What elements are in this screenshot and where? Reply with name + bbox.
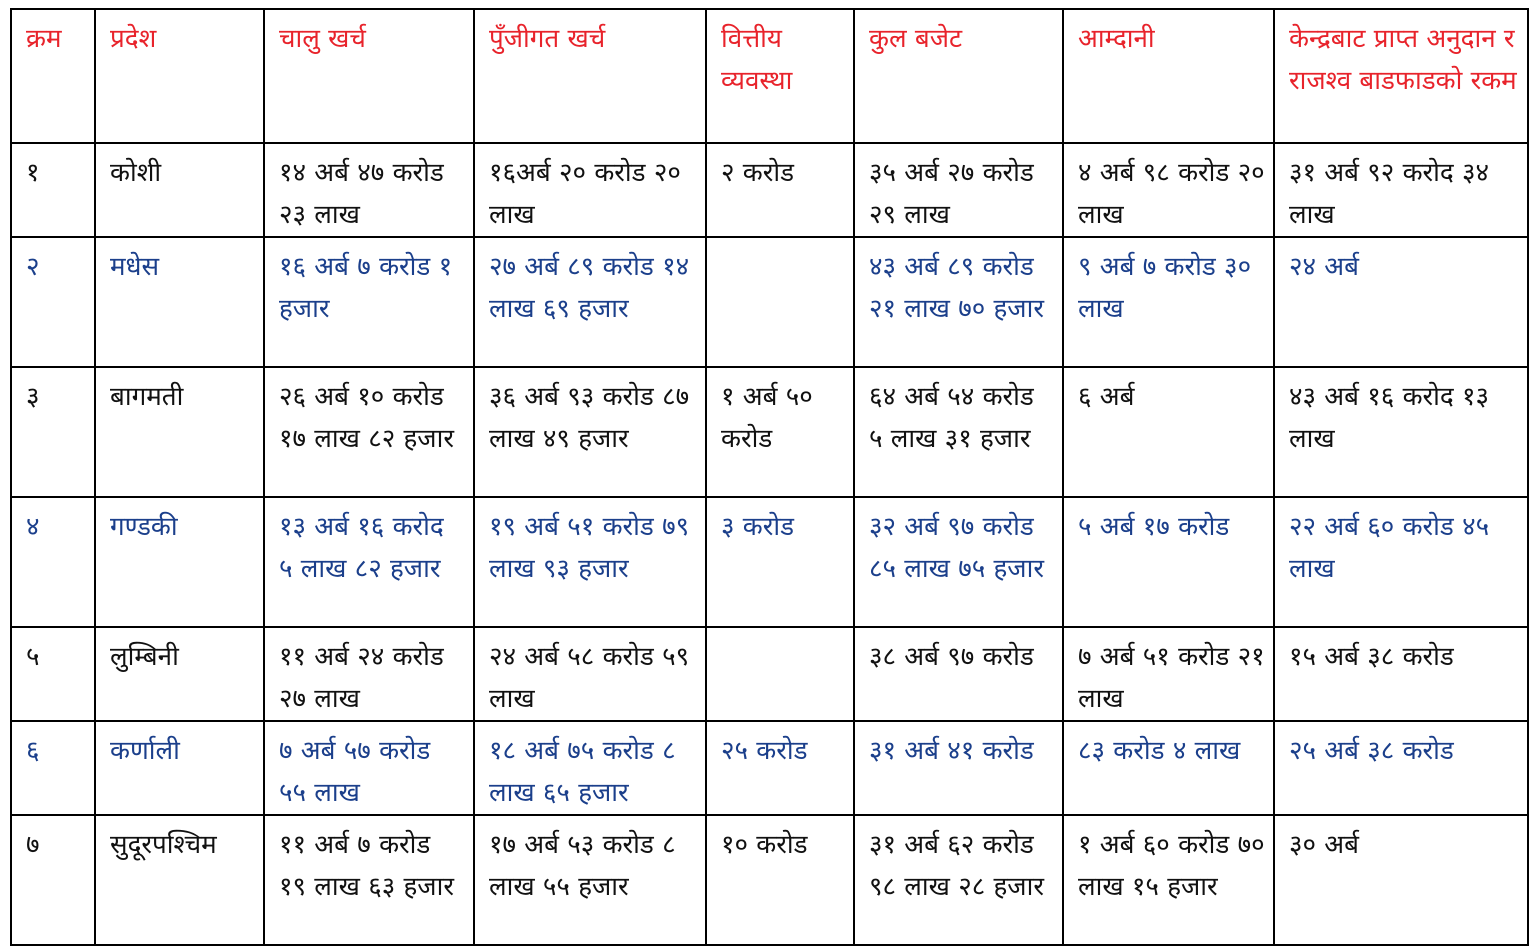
cell-current-expense: ११ अर्ब ७ करोड १९ लाख ६३ हजार <box>264 815 474 945</box>
cell-central-grant: १५ अर्ब ३८ करोड <box>1274 627 1528 721</box>
cell-revenue: ९ अर्ब ७ करोड ३० लाख <box>1063 237 1274 367</box>
cell-province: कोशी <box>95 143 264 237</box>
cell-serial: ६ <box>11 721 95 815</box>
cell-total-budget: ३८ अर्ब ९७ करोड <box>854 627 1063 721</box>
cell-revenue: ७ अर्ब ५१ करोड २१ लाख <box>1063 627 1274 721</box>
table-header-row <box>11 9 1528 143</box>
cell-capital-expense: १९ अर्ब ५१ करोड ७९ लाख ९३ हजार <box>474 497 706 627</box>
cell-central-grant: ४३ अर्ब १६ करोद १३ लाख <box>1274 367 1528 497</box>
cell-province: गण्डकी <box>95 497 264 627</box>
table-row <box>11 237 1528 367</box>
cell-financial-arrangement: १ अर्ब ५० करोड <box>706 367 854 497</box>
header-cell-province: प्रदेश <box>95 9 264 143</box>
cell-central-grant: २५ अर्ब ३८ करोड <box>1274 721 1528 815</box>
cell-serial: ४ <box>11 497 95 627</box>
cell-serial: २ <box>11 237 95 367</box>
cell-financial-arrangement: ३ करोड <box>706 497 854 627</box>
header-cell-total-budget: कुल बजेट <box>854 9 1063 143</box>
header-cell-revenue: आम्दानी <box>1063 9 1274 143</box>
cell-total-budget: ३२ अर्ब ९७ करोड ८५ लाख ७५ हजार <box>854 497 1063 627</box>
table-row <box>11 627 1528 721</box>
cell-capital-expense: १७ अर्ब ५३ करोड ८ लाख ५५ हजार <box>474 815 706 945</box>
table-row <box>11 721 1528 815</box>
table-row <box>11 815 1528 945</box>
cell-capital-expense: १८ अर्ब ७५ करोड ८ लाख ६५ हजार <box>474 721 706 815</box>
cell-province: मधेस <box>95 237 264 367</box>
cell-capital-expense: ३६ अर्ब ९३ करोड ८७ लाख ४९ हजार <box>474 367 706 497</box>
cell-financial-arrangement: २ करोड <box>706 143 854 237</box>
cell-current-expense: ११ अर्ब २४ करोड २७ लाख <box>264 627 474 721</box>
cell-total-budget: ३१ अर्ब ६२ करोड ९८ लाख २८ हजार <box>854 815 1063 945</box>
cell-central-grant: ३१ अर्ब ९२ करोद ३४ लाख <box>1274 143 1528 237</box>
cell-central-grant: २४ अर्ब <box>1274 237 1528 367</box>
header-cell-financial-arrangement: वित्तीय व्यवस्था <box>706 9 854 143</box>
header-cell-capital-expense: पुँजीगत खर्च <box>474 9 706 143</box>
cell-revenue: १ अर्ब ६० करोड ७० लाख १५ हजार <box>1063 815 1274 945</box>
cell-serial: ३ <box>11 367 95 497</box>
table-row <box>11 367 1528 497</box>
cell-serial: ५ <box>11 627 95 721</box>
cell-current-expense: २६ अर्ब १० करोड १७ लाख ८२ हजार <box>264 367 474 497</box>
cell-current-expense: १६ अर्ब ७ करोड १ हजार <box>264 237 474 367</box>
cell-serial: १ <box>11 143 95 237</box>
cell-financial-arrangement <box>706 237 854 367</box>
province-budget-table <box>10 8 1529 946</box>
cell-capital-expense: २७ अर्ब ८९ करोड १४ लाख ६९ हजार <box>474 237 706 367</box>
cell-current-expense: ७ अर्ब ५७ करोड ५५ लाख <box>264 721 474 815</box>
cell-capital-expense: १६अर्ब २० करोड २० लाख <box>474 143 706 237</box>
cell-revenue: ५ अर्ब १७ करोड <box>1063 497 1274 627</box>
cell-current-expense: १४ अर्ब ४७ करोड २३ लाख <box>264 143 474 237</box>
table-row <box>11 497 1528 627</box>
cell-province: बागमती <box>95 367 264 497</box>
cell-total-budget: ६४ अर्ब ५४ करोड ५ लाख ३१ हजार <box>854 367 1063 497</box>
cell-financial-arrangement: २५ करोड <box>706 721 854 815</box>
cell-central-grant: ३० अर्ब <box>1274 815 1528 945</box>
cell-province: लुम्बिनी <box>95 627 264 721</box>
cell-serial: ७ <box>11 815 95 945</box>
cell-total-budget: ३१ अर्ब ४१ करोड <box>854 721 1063 815</box>
header-cell-central-grant: केन्द्रबाट प्राप्त अनुदान र राजश्व बाडफाडको रकम <box>1274 9 1528 143</box>
cell-province: सुदूरपश्चिम <box>95 815 264 945</box>
cell-capital-expense: २४ अर्ब ५८ करोड ५९ लाख <box>474 627 706 721</box>
cell-financial-arrangement <box>706 627 854 721</box>
cell-revenue: ६ अर्ब <box>1063 367 1274 497</box>
header-cell-serial: क्रम <box>11 9 95 143</box>
cell-total-budget: ३५ अर्ब २७ करोड २९ लाख <box>854 143 1063 237</box>
cell-province: कर्णाली <box>95 721 264 815</box>
header-cell-current-expense: चालु खर्च <box>264 9 474 143</box>
table-row <box>11 143 1528 237</box>
cell-revenue: ४ अर्ब ९८ करोड २० लाख <box>1063 143 1274 237</box>
cell-total-budget: ४३ अर्ब ८९ करोड २१ लाख ७० हजार <box>854 237 1063 367</box>
cell-current-expense: १३ अर्ब १६ करोद ५ लाख ८२ हजार <box>264 497 474 627</box>
cell-financial-arrangement: १० करोड <box>706 815 854 945</box>
cell-central-grant: २२ अर्ब ६० करोड ४५ लाख <box>1274 497 1528 627</box>
cell-revenue: ८३ करोड ४ लाख <box>1063 721 1274 815</box>
